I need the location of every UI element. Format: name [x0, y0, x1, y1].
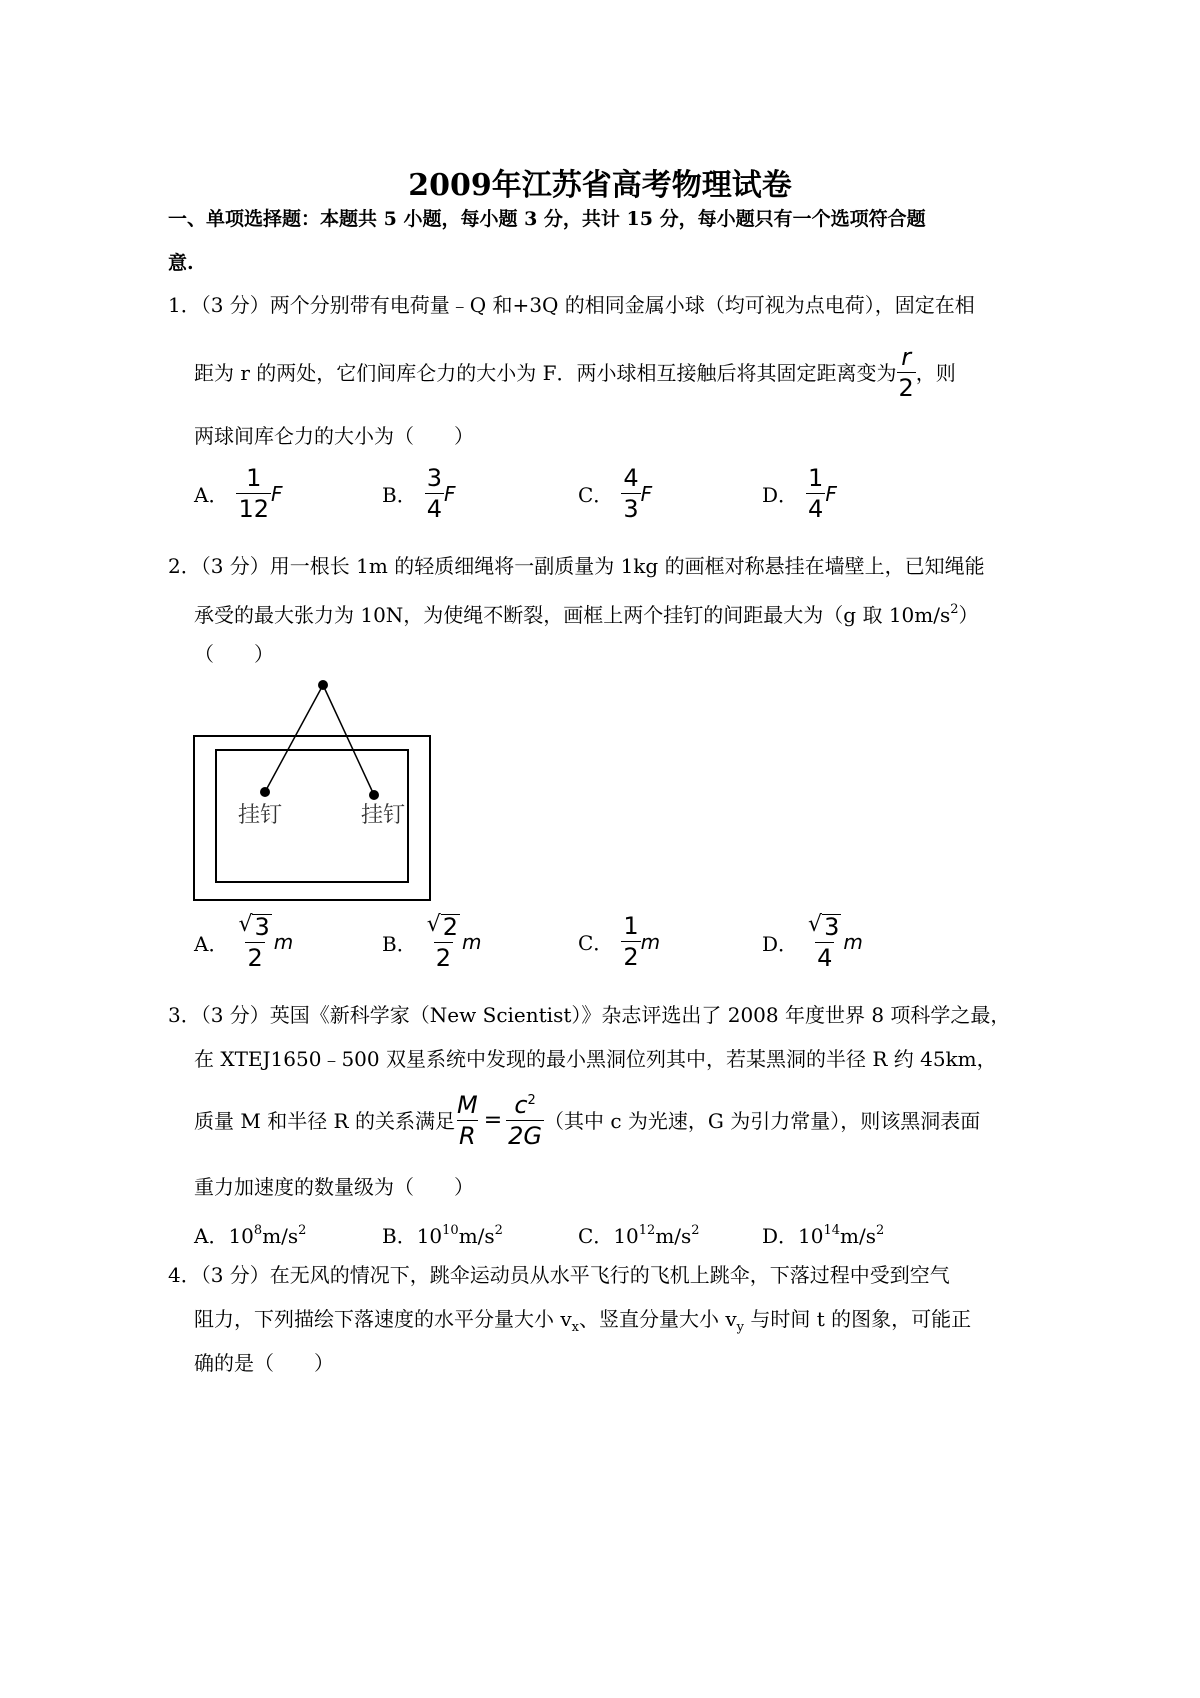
q3-option-label: A． [194, 1224, 229, 1248]
q3-option-unit-exp: 2 [876, 1223, 885, 1238]
rope-left [265, 685, 323, 792]
q1-option-fraction [425, 466, 444, 521]
q2-option-var: m [273, 930, 294, 954]
q3-option-exp: 10 [442, 1223, 459, 1238]
q1-option-num: 1 [808, 464, 824, 492]
q4-sub-y: y [736, 1320, 745, 1335]
q2-line2-tail: ） [958, 603, 979, 627]
q2-option-num: 1 [623, 912, 639, 940]
q2-option-den: 2 [435, 944, 451, 972]
q2-option-num: 3 [824, 913, 840, 941]
q1-option-b [382, 466, 456, 521]
picture-frame-diagram [190, 674, 440, 906]
q1-line1: 1．（3 分）两个分别带有电荷量﹣Q 和+3Q 的相同金属小球（均可视为点电荷），固定在相 [168, 293, 975, 317]
section-heading-line1: 一、单项选择题：本题共 5 小题，每小题 3 分，共计 15 分，每小题只有一个选项符合题 [168, 208, 926, 230]
q3-option-base: 10 [228, 1224, 254, 1248]
nail-label-left: 挂钉 [238, 803, 283, 828]
q1-distance-fraction [897, 345, 916, 400]
section-heading-line2: 意. [168, 252, 194, 274]
q4-line1: 4．（3 分）在无风的情况下，跳伞运动员从水平飞行的飞机上跳伞，下落过程中受到空气 [168, 1263, 950, 1287]
q1-option-label: C． [578, 483, 614, 507]
q1-option-d [762, 466, 837, 521]
q1-option-c [578, 466, 652, 521]
right-nail-dot [369, 790, 379, 800]
q1-option-num: 1 [246, 464, 262, 492]
q4-line3: 确的是（ ） [194, 1351, 334, 1375]
q2-option-d [762, 914, 863, 970]
q2-option-a [194, 914, 293, 970]
q1-option-den: 4 [808, 495, 824, 523]
q3-equals: = [483, 1107, 503, 1133]
q4-line2-text: 阻力，下列描绘下落速度的水平分量大小 v [194, 1307, 572, 1331]
q4-line2-mid: 、竖直分量大小 v [579, 1307, 737, 1331]
q4-line2-tail: 与时间 t 的图象，可能正 [744, 1307, 972, 1331]
q3-option-a [194, 1218, 306, 1249]
q2-option-fraction [425, 914, 462, 970]
q3-option-exp: 12 [638, 1223, 656, 1238]
q3-option-base: 10 [613, 1224, 639, 1248]
q3-f1-num: M [456, 1091, 478, 1119]
q2-option-label: B． [382, 931, 417, 956]
q2-option-den: 4 [817, 944, 833, 972]
q1-frac-num: r [901, 343, 912, 371]
q3-option-label: C． [578, 1224, 614, 1248]
wall-nail-dot [318, 680, 328, 690]
q2-option-num: 2 [442, 913, 459, 941]
q1-option-den: 3 [623, 495, 639, 523]
q3-option-d [762, 1218, 884, 1249]
q3-option-exp: 8 [253, 1223, 263, 1238]
q3-f2-num-base: c [514, 1091, 528, 1119]
q3-option-b [382, 1218, 503, 1249]
q3-option-unit: m/s [840, 1224, 877, 1248]
q3-line3 [194, 1093, 980, 1148]
q2-option-num: 3 [254, 913, 270, 941]
q3-option-unit-exp: 2 [298, 1223, 307, 1238]
q1-option-fraction [621, 466, 640, 521]
q3-option-unit-exp: 2 [691, 1223, 700, 1238]
q3-option-exp: 14 [823, 1223, 841, 1238]
q3-option-unit: m/s [262, 1224, 299, 1248]
q3-line4: 重力加速度的数量级为（ ） [194, 1175, 474, 1199]
q2-option-sqrt [236, 914, 273, 942]
q2-option-var: m [843, 930, 863, 954]
q1-frac-den: 2 [898, 374, 914, 402]
q3-f2-den: 2G [508, 1122, 542, 1150]
q1-option-var: F [825, 481, 837, 506]
q3-option-unit: m/s [458, 1224, 495, 1248]
q1-line3: 两球间库仑力的大小为（ ） [194, 424, 474, 448]
q1-line2-tail: ，则 [915, 360, 956, 385]
q2-option-label: C． [578, 931, 614, 955]
q3-mass-radius-fraction [455, 1093, 480, 1148]
q2-option-b [382, 914, 482, 970]
q2-option-label: A． [194, 931, 229, 956]
q3-f1-den: R [458, 1122, 476, 1150]
q1-option-fraction [806, 466, 825, 521]
q2-option-fraction [236, 914, 273, 970]
q4-line2 [194, 1306, 971, 1341]
q1-option-label: B． [382, 483, 417, 507]
q2-option-den: 2 [247, 944, 263, 972]
q4-sub-x: x [571, 1320, 579, 1335]
nail-label-right: 挂钉 [361, 803, 406, 828]
q1-option-num: 4 [623, 464, 639, 492]
q3-line3-tail: （其中 c 为光速，G 为引力常量），则该黑洞表面 [544, 1108, 981, 1133]
q2-option-label: D． [762, 931, 799, 956]
q1-option-var: F [443, 481, 456, 506]
q2-option-den: 2 [623, 943, 639, 971]
q1-option-fraction [236, 466, 271, 521]
q3-option-label: D． [762, 1224, 799, 1248]
q2-line2 [194, 597, 979, 628]
q3-line1: 3．（3 分）英国《新科学家（New Scientist）》杂志评选出了 2008 年度世界 8 项科学之最， [168, 1003, 1011, 1027]
q3-option-c [578, 1218, 700, 1249]
q1-option-a [194, 466, 283, 521]
left-nail-dot [260, 787, 270, 797]
q3-option-unit: m/s [655, 1224, 692, 1248]
sqrt-sign-icon: √ [238, 912, 253, 937]
q1-option-var: F [640, 481, 653, 506]
q3-line2: 在 XTEJ1650﹣500 双星系统中发现的最小黑洞位列其中，若某黑洞的半径 R 约 45km， [194, 1047, 997, 1071]
q1-option-den: 4 [426, 495, 442, 523]
q3-c2-fraction [506, 1093, 544, 1148]
rope-right [323, 685, 374, 795]
q2-option-var: m [640, 929, 661, 954]
q3-option-base: 10 [416, 1224, 443, 1248]
q2-line2-text: 承受的最大张力为 10N，为使绳不断裂，画框上两个挂钉的间距最大为（g 取 10m/s [194, 603, 951, 627]
q1-option-label: D． [762, 483, 799, 507]
q2-option-var: m [462, 930, 482, 954]
sqrt-sign-icon: √ [426, 912, 441, 937]
q1-line2 [194, 345, 956, 400]
q3-option-unit-exp: 2 [494, 1223, 503, 1238]
q2-option-sqrt [806, 914, 843, 942]
q2-line2-sup: 2 [950, 602, 959, 617]
sqrt-sign-icon: √ [808, 912, 823, 937]
q3-option-base: 10 [798, 1224, 824, 1248]
q1-option-var: F [271, 481, 283, 506]
page-title: 2009年江苏省高考物理试卷 [408, 168, 792, 203]
q2-option-sqrt [425, 914, 462, 942]
q1-option-label: A． [194, 483, 229, 507]
q3-line3-text: 质量 M 和半径 R 的关系满足 [194, 1108, 455, 1133]
q2-line1: 2．（3 分）用一根长 1m 的轻质细绳将一副质量为 1kg 的画框对称悬挂在墙壁上，已知绳能 [168, 554, 985, 578]
q3-f2-num-sup: 2 [527, 1093, 536, 1108]
q1-option-num: 3 [426, 464, 442, 492]
q3-f2-num [512, 1093, 537, 1120]
q2-option-fraction [621, 914, 640, 969]
q2-line3: （ ） [194, 642, 274, 666]
q3-option-label: B． [382, 1224, 417, 1248]
q1-line2-text: 距为 r 的两处，它们间库仑力的大小为 F．两小球相互接触后将其固定距离变为 [194, 360, 897, 385]
q2-option-c [578, 914, 660, 969]
q1-option-den: 12 [238, 495, 269, 523]
q2-option-fraction [806, 914, 843, 970]
